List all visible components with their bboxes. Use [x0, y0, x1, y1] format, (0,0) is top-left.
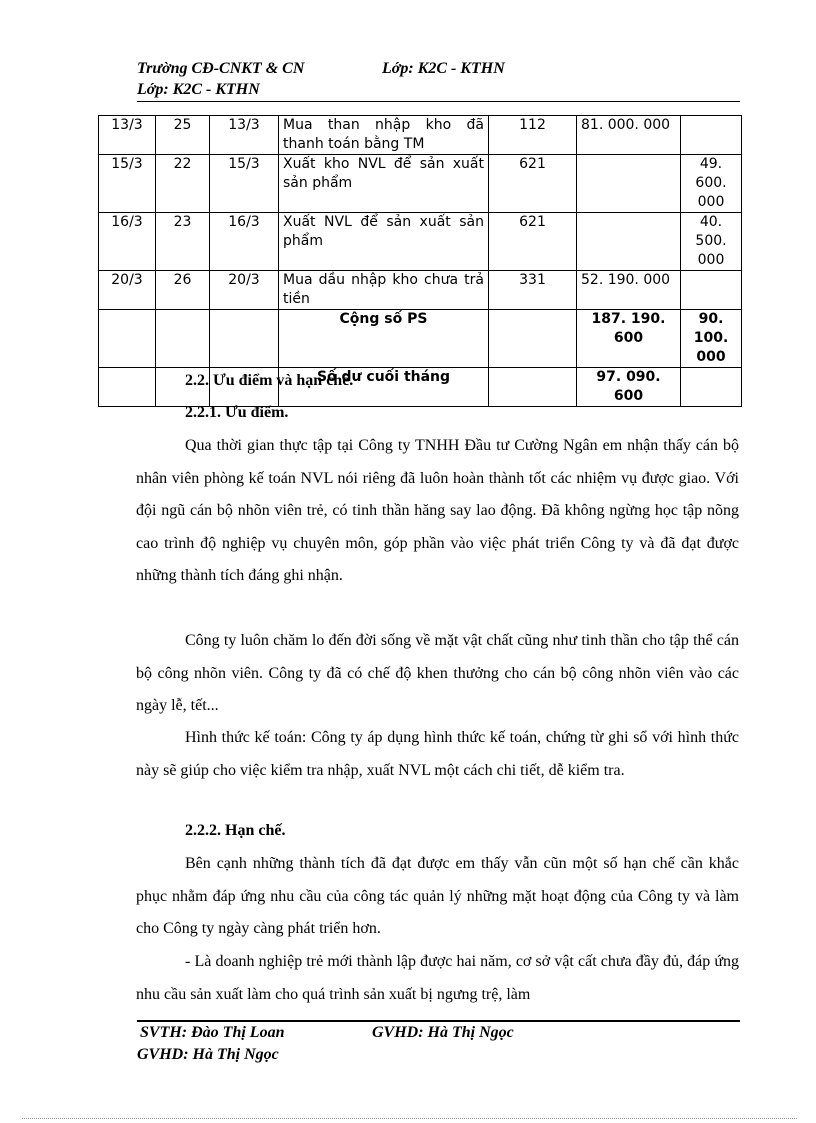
cell-credit: 49. 600. 000: [681, 155, 742, 213]
cell-credit: [681, 116, 742, 155]
cell-description: Mua than nhập kho đã thanh toán bằng TM: [279, 116, 489, 155]
cell-voucher: 22: [156, 155, 210, 213]
paragraph-advantages-1: Qua thời gian thực tập tại Công ty TNHH Đầu tư Cường Ngân em nhận thấy cán bộ nhân viên phòng kế toán NVL nói riêng đã luôn hoàn thành tốt các nhiệm vụ được giao. Với đội ngũ cán bộ nhõn viên trẻ, có tinh thần hăng say lao động. Đã không ngừng học tập nõng cao trình độ nghiệp vụ chuyên môn, góp phần vào việc phát triển Công ty và đã đạt được những thành tích đáng ghi nhận.: [136, 437, 739, 584]
cell-credit: 40. 500. 000: [681, 213, 742, 271]
header-school: Trường CĐ-CNKT & CN: [137, 60, 305, 77]
cell-account: 621: [489, 155, 577, 213]
cell-account: 331: [489, 271, 577, 310]
ledger-table: [98, 115, 742, 407]
balance-debit: 97. 090. 600: [577, 368, 681, 407]
cell-voucher-date: 20/3: [210, 271, 279, 310]
section-heading-2-2-2: 2.2.2. Hạn chế.: [185, 822, 286, 839]
cell-date: 20/3: [99, 271, 156, 310]
table-row: [99, 271, 742, 310]
cell-debit: [577, 213, 681, 271]
cell-voucher-date: 13/3: [210, 116, 279, 155]
page-bottom-border: [22, 1118, 797, 1119]
paragraph-advantages-2: Công ty luôn chăm lo đến đời sống về mặt vật chất cũng như tinh thần cho tập thể cán bộ công nhõn viên. Công ty đã có chế độ khen thưởng cho cán bộ công nhõn viên vào các ngày lễ, tết...: [136, 632, 739, 714]
footer-advisor: GVHD: Hà Thị Ngọc: [372, 1024, 514, 1041]
header-class: Lớp: K2C - KTHN: [382, 60, 505, 77]
cell-date: 16/3: [99, 213, 156, 271]
total-debit: 187. 190. 600: [577, 310, 681, 368]
header-rule: [137, 101, 740, 102]
table-row: [99, 116, 742, 155]
cell-date: 15/3: [99, 155, 156, 213]
total-label: Cộng số PS: [279, 310, 489, 368]
cell-date: 13/3: [99, 116, 156, 155]
cell-credit: [681, 271, 742, 310]
cell-debit: 81. 000. 000: [577, 116, 681, 155]
table-row: [99, 213, 742, 271]
balance-label: Số dư cuối tháng: [279, 368, 489, 407]
paragraph-limitations-1: Bên cạnh những thành tích đã đạt được em thấy vẫn cũn một số hạn chế cần khắc phục nhằm đáp ứng nhu cầu của công tác quản lý những mặt hoạt động của Công ty và làm cho Công ty ngày càng phát triển hơn.: [136, 855, 739, 937]
footer-rule: [137, 1020, 740, 1022]
cell-debit: 52. 190. 000: [577, 271, 681, 310]
cell-account: 112: [489, 116, 577, 155]
cell-description: Mua dầu nhập kho chưa trả tiền: [279, 271, 489, 310]
footer-student: SVTH: Đào Thị Loan: [140, 1024, 285, 1041]
cell-description: Xuất NVL để sản xuất sản phẩm: [279, 213, 489, 271]
cell-account: 621: [489, 213, 577, 271]
cell-voucher-date: 15/3: [210, 155, 279, 213]
cell-voucher: 23: [156, 213, 210, 271]
section-heading-2-2-1: 2.2.1. Ưu điểm.: [185, 404, 289, 421]
section-heading-2-2: 2.2. Ưu điểm và hạn chế.: [185, 372, 354, 389]
footer-advisor-line2: GVHD: Hà Thị Ngọc: [137, 1046, 279, 1063]
cell-voucher: 26: [156, 271, 210, 310]
total-credit: 90. 100. 000: [681, 310, 742, 368]
paragraph-limitations-2: - Là doanh nghiệp trẻ mới thành lập được hai năm, cơ sở vật cất chưa đầy đủ, đáp ứng nhu cầu sản xuất làm cho quá trình sản xuất bị ngưng trệ, làm: [136, 953, 739, 1003]
cell-voucher: 25: [156, 116, 210, 155]
cell-debit: [577, 155, 681, 213]
total-row: [99, 310, 742, 368]
cell-description: Xuất kho NVL để sản xuất sản phẩm: [279, 155, 489, 213]
header-class-line2: Lớp: K2C - KTHN: [137, 81, 260, 98]
paragraph-advantages-3: Hình thức kế toán: Công ty áp dụng hình thức kế toán, chứng từ ghi sổ với hình thức này sẽ giúp cho việc kiểm tra nhập, xuất NVL một cách chi tiết, dễ kiểm tra.: [136, 729, 739, 779]
cell-voucher-date: 16/3: [210, 213, 279, 271]
table-row: [99, 155, 742, 213]
